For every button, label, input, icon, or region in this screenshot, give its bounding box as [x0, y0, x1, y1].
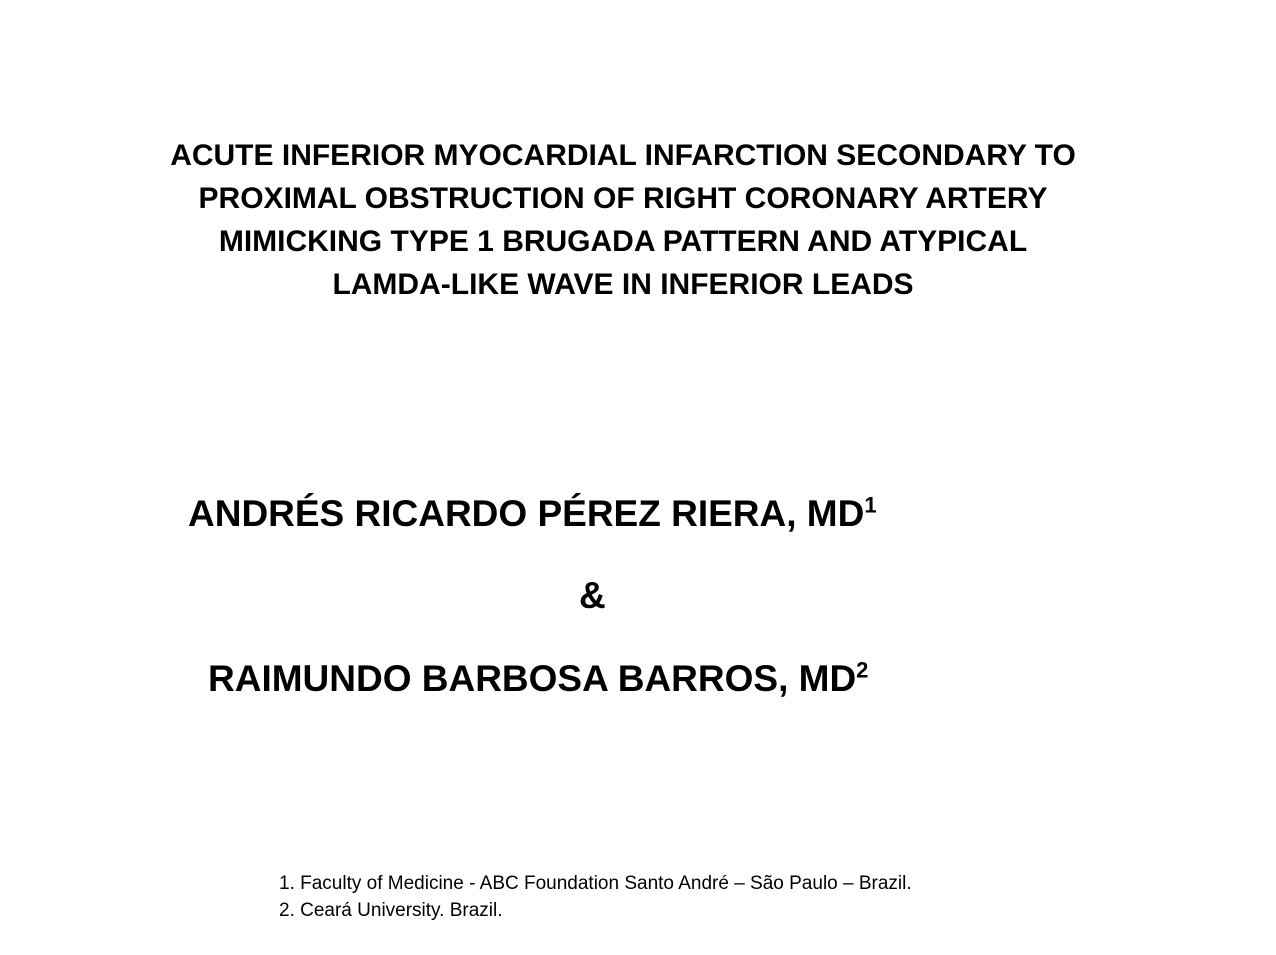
title-line: LAMDA-LIKE WAVE IN INFERIOR LEADS — [332, 268, 914, 301]
author-second — [208, 657, 868, 701]
affiliation-item: 2. Ceará University. Brazil. — [279, 900, 503, 921]
document-title — [0, 134, 1246, 306]
author-separator: & — [579, 575, 606, 616]
author-name: RAIMUNDO BARBOSA BARROS, MD — [208, 658, 857, 699]
author-name: ANDRÉS RICARDO PÉREZ RIERA, MD — [188, 493, 865, 534]
affiliation-mark: 1 — [864, 492, 877, 518]
title-line: PROXIMAL OBSTRUCTION OF RIGHT CORONARY ARTERY — [198, 182, 1048, 215]
title-line: MIMICKING TYPE 1 BRUGADA PATTERN AND ATYPICAL — [218, 225, 1028, 258]
affiliation-item: 1. Faculty of Medicine - ABC Foundation Santo André – São Paulo – Brazil. — [279, 873, 912, 894]
title-line: ACUTE INFERIOR MYOCARDIAL INFARCTION SECONDARY TO — [170, 139, 1076, 172]
affiliation-mark: 2 — [856, 657, 869, 683]
author-first — [188, 492, 877, 536]
affiliations-list — [279, 870, 912, 924]
